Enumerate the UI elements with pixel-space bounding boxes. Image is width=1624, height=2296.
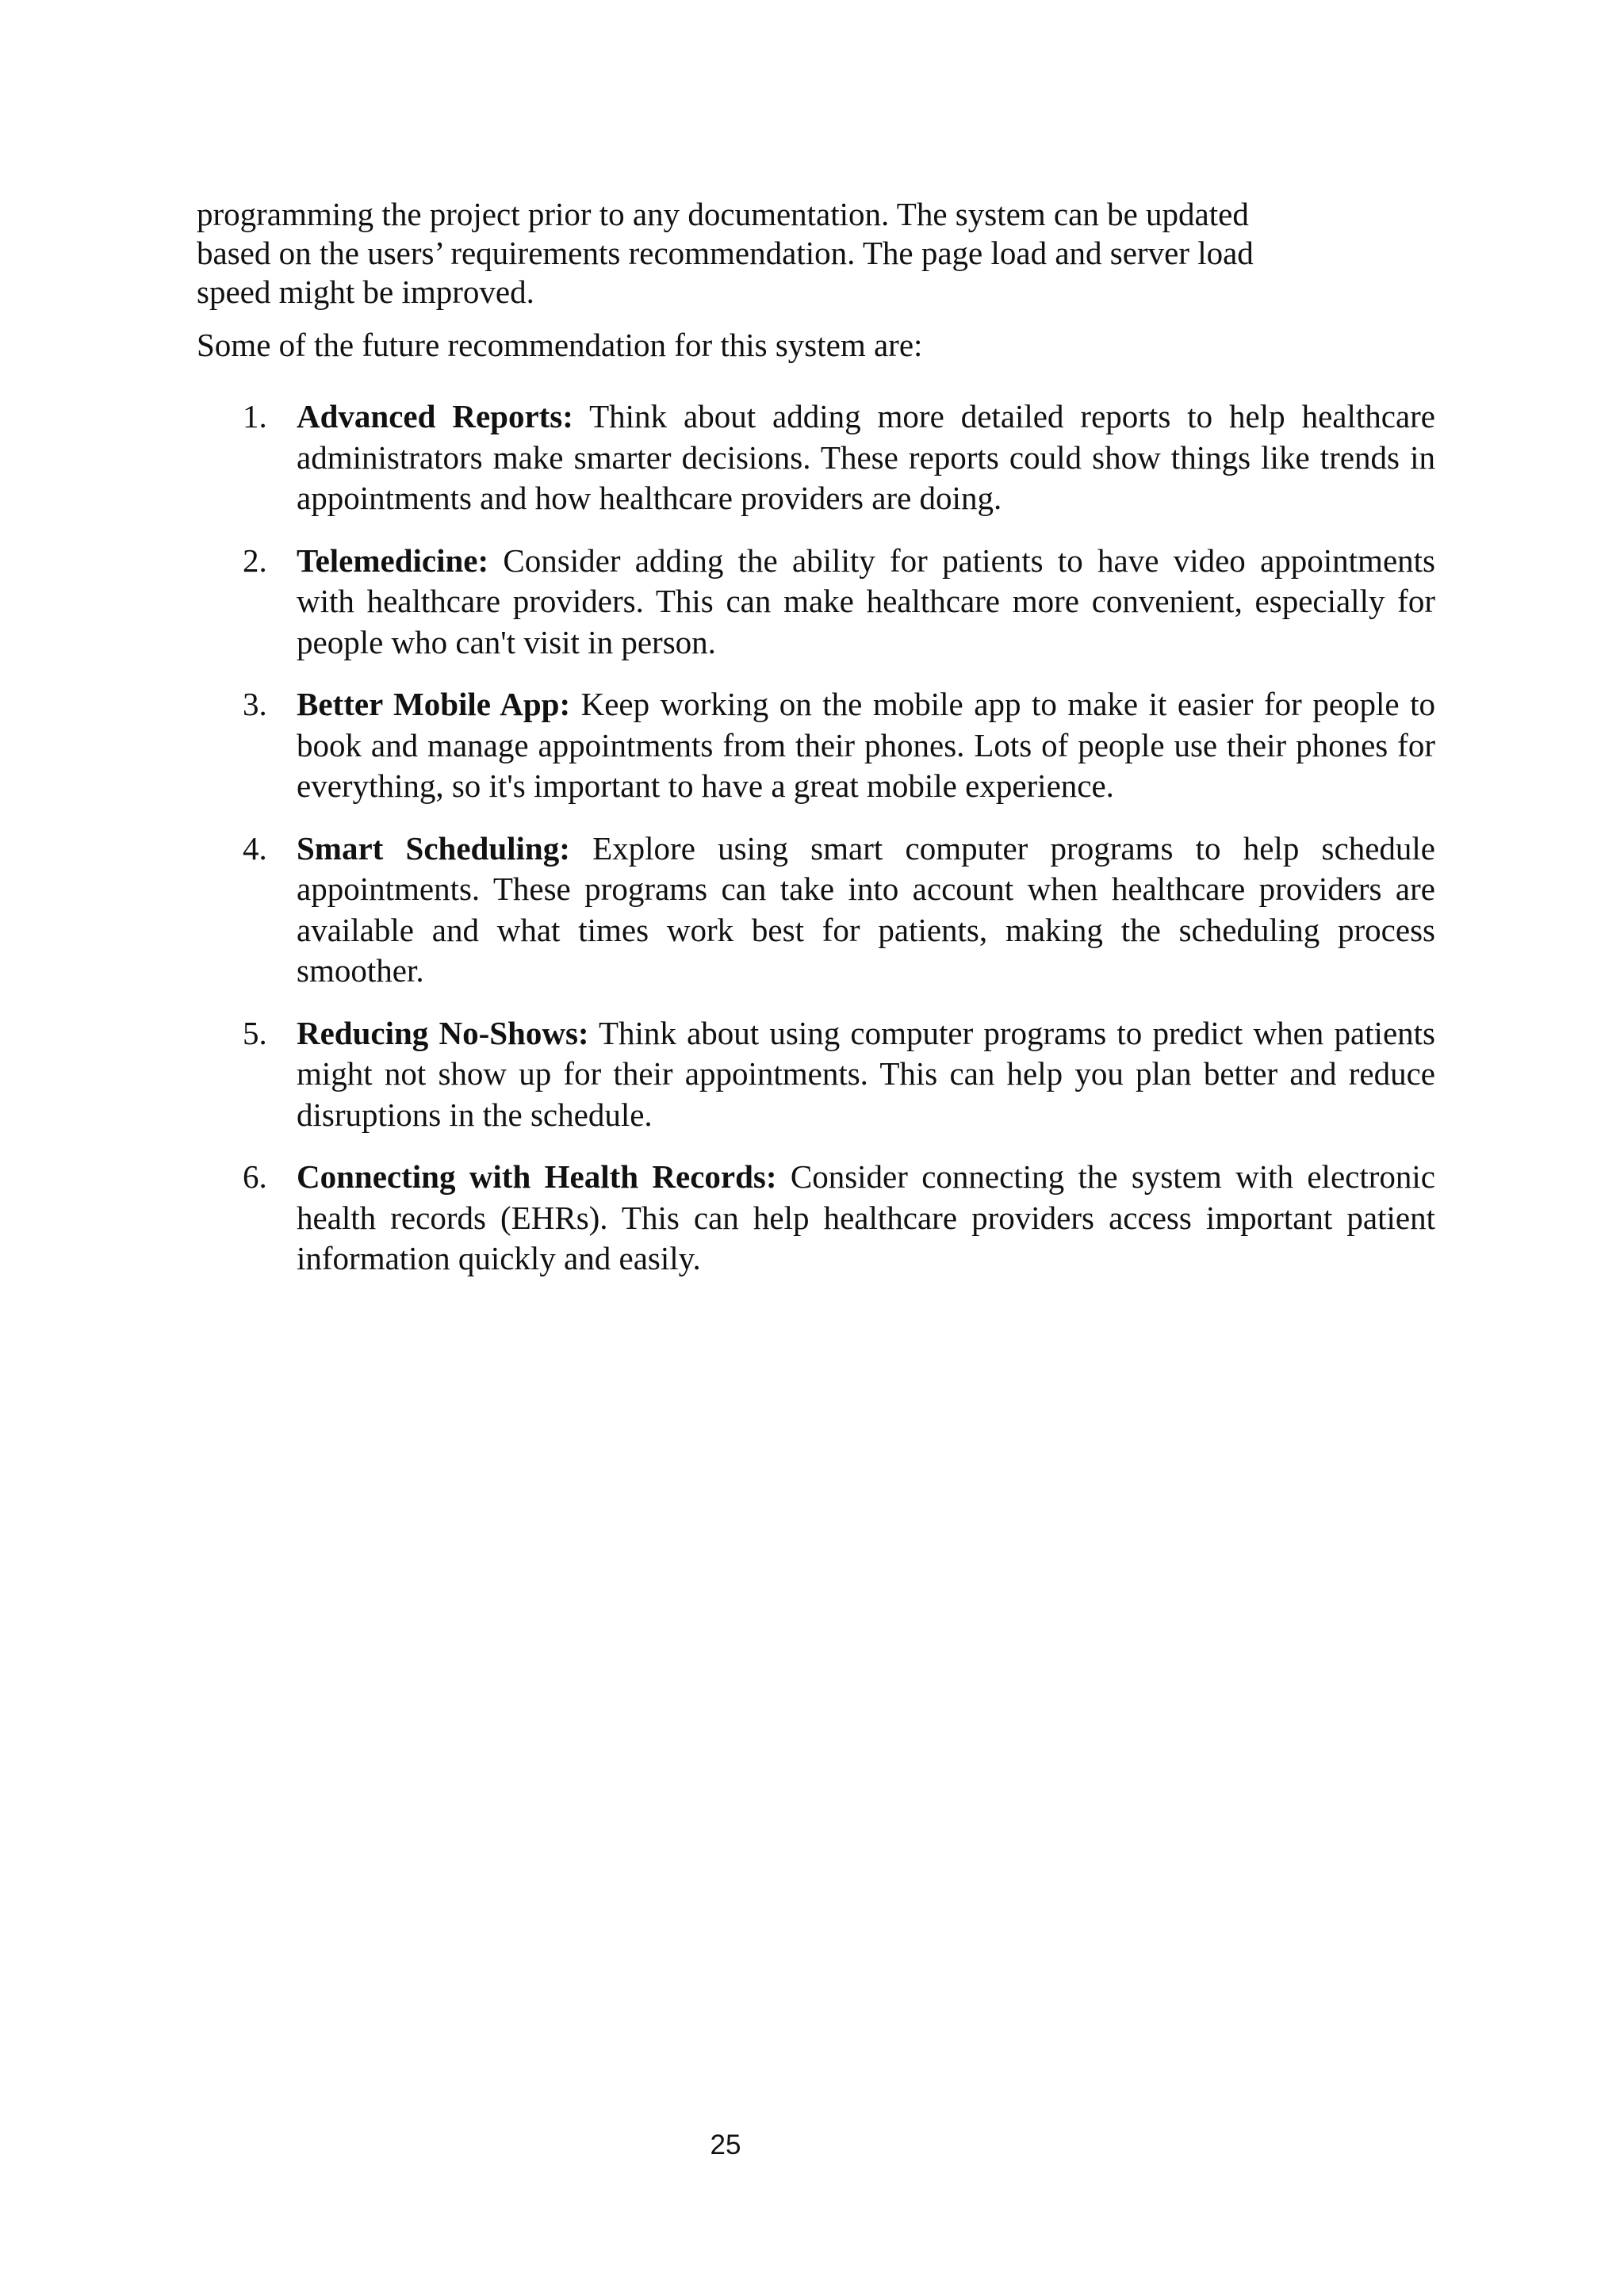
recommendations-list (243, 396, 1435, 1301)
recommendation-term: Connecting with Health Records: (297, 1158, 777, 1195)
recommendation-term: Telemedicine: (297, 541, 489, 579)
recommendation-term: Reducing No-Shows: (297, 1014, 589, 1051)
recommendation-text: Keep working on the mobile app to make it easier for people to book and manage appointments from their phones. Lots of people use their phones for everything, so it's important to have a great mobile experience. (297, 686, 1436, 804)
list-number: 3. (243, 686, 267, 722)
recommendation-text: Consider connecting the system with electronic health records (EHRs). This can help healthcare providers access important patient information quickly and easily. (297, 1158, 1435, 1276)
list-number: 2. (243, 541, 267, 579)
recommendation-text: Think about using computer programs to predict when patients might not show up for their appointments. This can help you plan better and reduce disruptions in the schedule. (297, 1014, 1435, 1133)
recommendation-text: Consider adding the ability for patients to have video appointments with healthcare providers. This can make healthcare more convenient, especially for people who can't visit in person. (297, 541, 1435, 660)
recommendations-lead-sentence: Some of the future recommendation for this system are: (197, 327, 923, 363)
recommendation-term: Advanced Reports: (297, 398, 573, 434)
recommendation-item-mobile-app (243, 684, 1435, 807)
list-number: 5. (243, 1014, 267, 1051)
intro-paragraph: programming the project prior to any documentation. The system can be updated based on the users’ requirements recommendation. The page load and server load speed might be improved. (197, 196, 1254, 310)
recommendation-item-smart-scheduling (243, 828, 1435, 992)
recommendation-item-health-records (243, 1157, 1435, 1280)
recommendation-term: Smart Scheduling: (297, 829, 570, 867)
recommendation-item-reducing-no-shows (243, 1013, 1435, 1136)
recommendation-item-telemedicine (243, 541, 1435, 664)
page-number: 25 (710, 2130, 741, 2160)
recommendation-term: Better Mobile App: (297, 686, 571, 722)
list-number: 4. (243, 829, 267, 867)
recommendation-item-advanced-reports (243, 396, 1435, 519)
list-number: 6. (243, 1158, 267, 1195)
list-number: 1. (243, 398, 267, 434)
recommendation-text: Think about adding more detailed reports to help healthcare administrators make smarter decisions. These reports could show things like trends in appointments and how healthcare providers are doing. (297, 398, 1435, 516)
recommendation-text: Explore using smart computer programs to help schedule appointments. These programs can take into account when healthcare providers are available and what times work best for patients, making the scheduling process smoother. (297, 829, 1435, 989)
